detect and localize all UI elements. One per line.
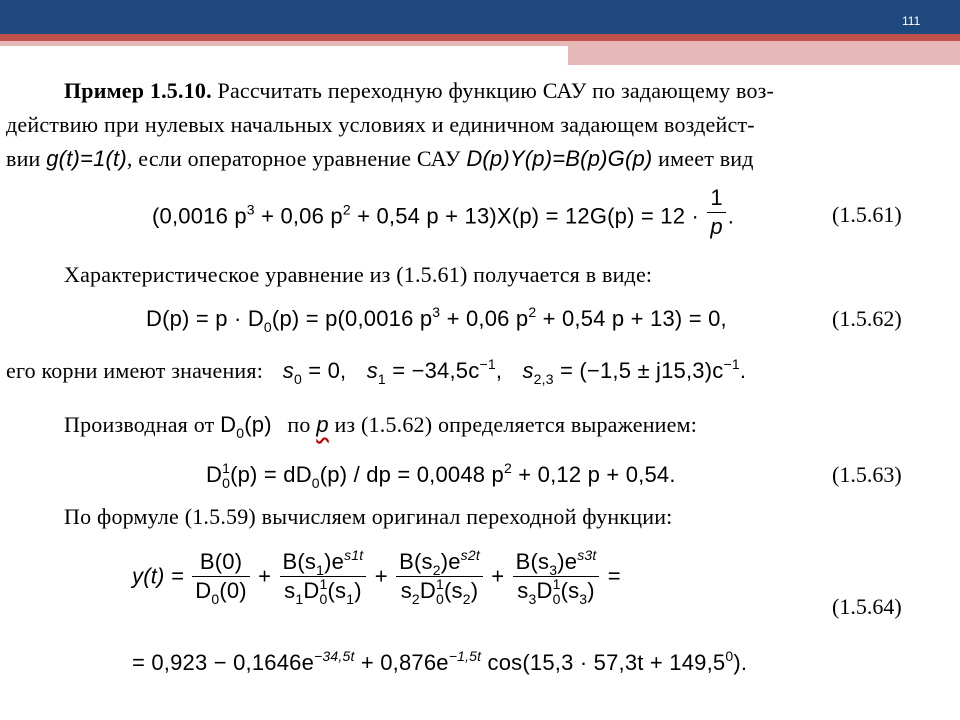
header-accent-red xyxy=(0,34,960,41)
slide-number: 111 xyxy=(902,14,921,28)
equation-label-1-5-61: (1.5.61) xyxy=(832,202,902,227)
equation-1-5-64-result: = $0,923 - 0,1646e^{-34,5t} + 0,876e^{-1,5t}$ $\cos(15,3 \cdot 57,3t + 149,5^0)$. xyxy=(132,648,748,675)
equation-1-5-61: (0,0016 $p^3 + 0,06$ $p^2 + 0,54$ p + 13)X(p) = 12G(p) = 12 · $\frac{1}{p}$ . xyxy=(152,185,735,239)
paragraph-1-line-1: Пример 1.5.10. Рассчитать переходную функцию САУ по задающему воз- xyxy=(64,78,775,103)
header-bar xyxy=(0,0,960,34)
paragraph-5: По формуле (1.5.59) вычисляем оригинал переходной функции: xyxy=(64,504,673,529)
paragraph-1-line-2: действию при нулевых начальных условиях и единичном задающем воздейст- xyxy=(6,112,755,137)
fraction-term-2: $\frac{B(s_2)e^{s2t}}{s_2D_0^1(s_2)}$ xyxy=(396,548,483,605)
paragraph-1-line-3: вии g(t)=1(t), если операторное уравнение САУ D(p)Y(p)=B(p)G(p) имеет вид xyxy=(6,146,754,171)
fraction-term-3: $\frac{B(s_3)e^{s3t}}{s_3D_0^1(s_3)}$ xyxy=(513,548,600,605)
operator-equation: D(p)Y(p)=B(p)G(p) xyxy=(466,146,653,171)
roots-values: $s_0 = 0$, $s_1 = -34,5c^{-1}$, $s_{2,3} = (-1,5 \pm j15,3)c^{-1}$. xyxy=(282,356,747,387)
equation-label-1-5-63: (1.5.63) xyxy=(832,462,902,487)
paragraph-2: Характеристическое уравнение из (1.5.61) получается в виде: xyxy=(64,262,653,287)
equation-1-5-63: $D_0^1(p) = dD_0(p)$ / dp = 0,0048 $p^2 + 0,12$ p + 0,54. xyxy=(206,460,676,491)
equation-1-5-62: $D(p) = p \cdot D_0(p) = p(0,0016$ $p^3 + 0,06$ $p^2 + 0,54$ p + 13) = 0, xyxy=(146,304,727,335)
fraction-term-0: $\frac{B(0)}{D_0(0)}$ xyxy=(192,548,250,605)
fraction-term-1: $\frac{B(s_1)e^{s1t}}{s_1D_0^1(s_1)}$ xyxy=(280,548,367,605)
d0-of-p: $D_0(p)$ xyxy=(220,412,272,441)
paragraph-4: Производная от $D_0(p)$ по p из (1.5.62) определяется выражением: xyxy=(64,412,698,441)
input-function: g(t)=1(t) xyxy=(46,146,127,171)
header-accent-pink-block xyxy=(568,41,960,65)
equation-1-5-64: y(t) = $\frac{B(0)}{D_0(0)}$ + $\frac{B(s_1)e^{s1t}}{s_1D_0^1(s_1)}$ + $\frac{B(s_2)e^{s2t}}{s_2D_0^1(s_2)}$ + $\frac{B(s_3)e^{s3t}}{s_3D_0^1(s_3)}$ = xyxy=(132,547,621,607)
header-accent-pink xyxy=(0,41,568,46)
example-label: Пример 1.5.10. xyxy=(64,78,212,103)
paragraph-3: его корни имеют значения: $s_0 = 0$, $s_1 = -34,5c^{-1}$, $s_{2,3} = (-1,5 \pm j15,3)c^{-1}$. xyxy=(6,356,747,387)
equation-label-1-5-62: (1.5.62) xyxy=(832,306,902,331)
equation-label-1-5-64: (1.5.64) xyxy=(832,594,902,619)
